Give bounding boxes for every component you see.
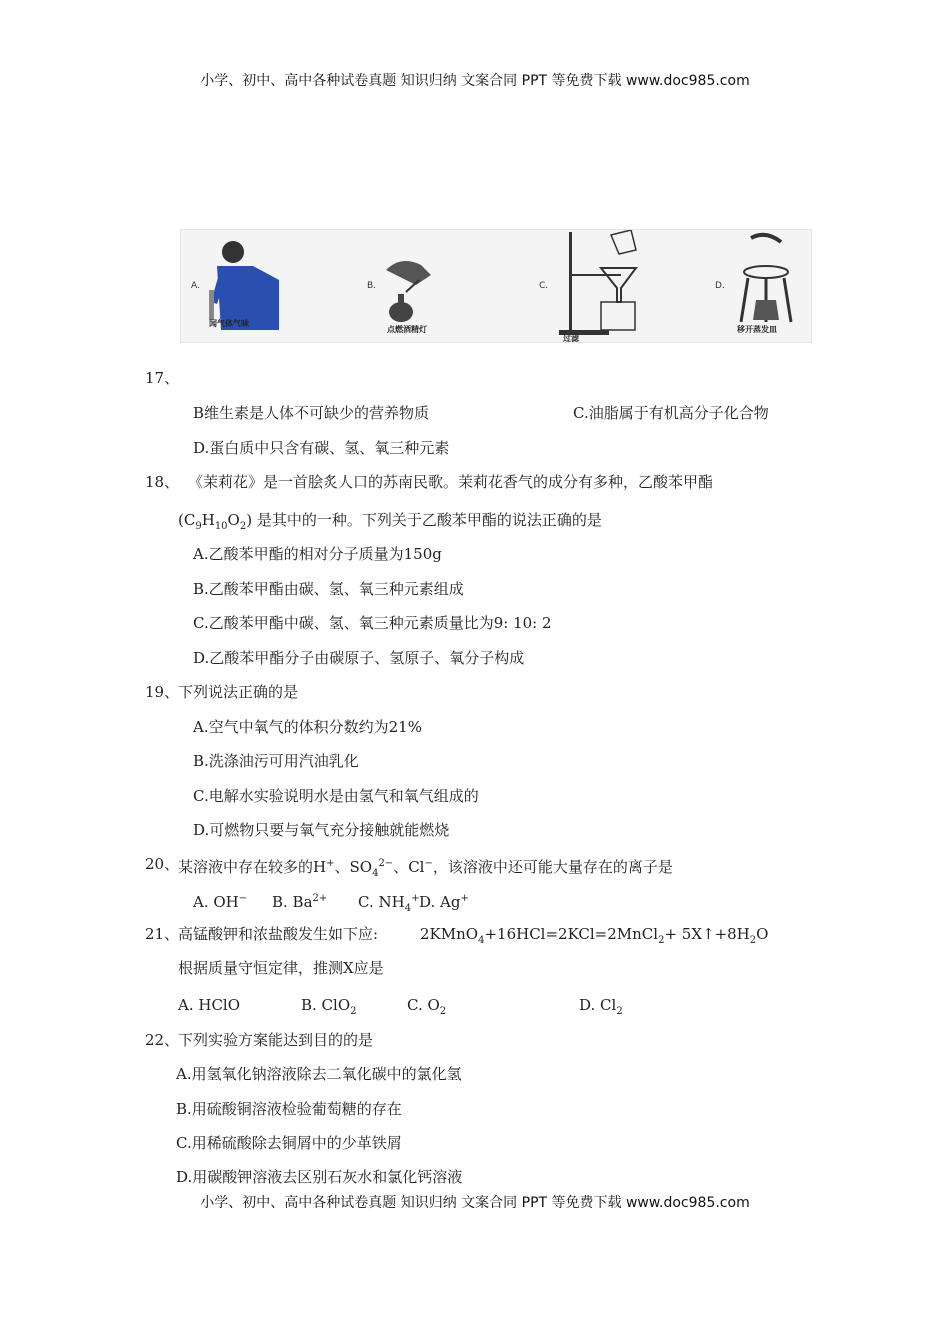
ring-stand-rod xyxy=(569,232,572,332)
page-footer: 小学、初中、高中各种试卷真题 知识归纳 文案合同 PPT 等免费下载 www.doc985.com xyxy=(200,1195,750,1211)
q18-option-a: A.乙酸苯甲酯的相对分子质量为150g xyxy=(193,545,442,563)
q19-number: 19、 xyxy=(145,683,180,701)
q21-option-c: C. $O_2$ xyxy=(407,996,447,1017)
q19-option-d: D.可燃物只要与氧气充分接触就能燃烧 xyxy=(193,821,450,839)
q18-option-b: B.乙酸苯甲酯由碳、氢、氧三种元素组成 xyxy=(193,580,464,598)
q21-equation: 2KMnO$_4$+16HCl=2KCl=2MnCl$_2$+ $5X↑+8H_2O$ xyxy=(420,925,769,946)
q21-option-b: B. ClO$_2$ xyxy=(301,996,357,1017)
q19-option-b: B.洗涤油污可用汽油乳化 xyxy=(193,752,359,770)
experiment-illustration xyxy=(181,230,811,342)
q21-stem: 高锰酸钾和浓盐酸发生如下应: xyxy=(178,925,379,943)
q20-stem: 某溶液中存在较多的H+、$SO_4^{2-}$、Cl−，该溶液中还可能大量存在的离子是 xyxy=(178,858,673,879)
q21-option-a: A. HClO xyxy=(178,996,241,1014)
lamp xyxy=(753,300,779,320)
panel-a xyxy=(191,241,279,330)
panel-b xyxy=(367,261,431,334)
q17-option-d: D.蛋白质中只含有碳、氢、氧三种元素 xyxy=(193,439,450,457)
beaker xyxy=(601,302,635,330)
panel-d-letter: D. xyxy=(715,281,725,291)
hand-shape xyxy=(386,261,431,285)
q18-stem-text: 是其中的一种。下列关于乙酸苯甲酯的说法正确的是 xyxy=(256,511,602,529)
q22-option-d: D.用碳酸钾溶液去区别石灰水和氯化钙溶液 xyxy=(176,1168,463,1186)
funnel xyxy=(601,268,636,302)
panel-b-letter: B. xyxy=(367,281,377,291)
q18-formula: $(C_9H_{10}O_2)$ xyxy=(178,511,253,532)
test-tube xyxy=(209,290,214,320)
q17-option-c: C.油脂属于有机高分子化合物 xyxy=(573,404,769,422)
q19-option-c: C.电解水实验说明水是由氢气和氧气组成的 xyxy=(193,787,479,805)
panel-c-caption: 过滤 xyxy=(563,334,579,342)
q21-option-d: D. $Cl_2$ xyxy=(579,996,623,1017)
evaporating-dish xyxy=(744,266,788,278)
q22-stem: 下列实验方案能达到目的的是 xyxy=(178,1031,374,1049)
q18-number: 18、 xyxy=(145,473,180,491)
q22-number: 22、 xyxy=(145,1031,180,1049)
q19-stem: 下列说法正确的是 xyxy=(178,683,299,701)
q20-option-b: B. $Ba^{2+}$ xyxy=(272,893,328,911)
q18-option-d: D.乙酸苯甲酯分子由碳原子、氢原子、氧分子构成 xyxy=(193,649,525,667)
q20-option-a: A. OH− xyxy=(193,893,248,911)
q20-option-d: D. Ag+ xyxy=(419,893,469,911)
panel-c-letter: C. xyxy=(539,281,549,291)
q17-option-b: B维生素是人体不可缺少的营养物质 xyxy=(193,404,430,422)
q18-stem-line2 xyxy=(178,510,602,537)
q21-number: 21、 xyxy=(145,925,180,943)
q20-option-c: C. $NH_4^+$ xyxy=(358,893,420,914)
panel-b-caption: 点燃酒精灯 xyxy=(387,325,427,334)
pouring-beaker xyxy=(611,230,636,254)
page-header: 小学、初中、高中各种试卷真题 知识归纳 文案合同 PPT 等免费下载 www.doc985.com xyxy=(200,73,750,89)
panel-d xyxy=(715,235,791,334)
alcohol-lamp xyxy=(389,302,413,322)
q22-option-b: B.用硫酸铜溶液检验葡萄糖的存在 xyxy=(176,1100,402,1118)
q22-option-c: C.用稀硫酸除去铜屑中的少革铁屑 xyxy=(176,1134,402,1152)
q18-option-c: C.乙酸苯甲酯中碳、氢、氧三种元素质量比为9: 10: 2 xyxy=(193,614,552,632)
q17-number: 17、 xyxy=(145,369,180,387)
hand xyxy=(751,235,781,242)
panel-c xyxy=(539,230,636,342)
panel-a-letter: A. xyxy=(191,281,200,291)
q18-stem-line1: 《茉莉花》是一首脍炙人口的苏南民歌。茉莉花香气的成分有多种，乙酸苯甲酯 xyxy=(188,473,714,491)
q20-number: 20、 xyxy=(145,855,180,873)
experiment-figure xyxy=(180,229,812,343)
panel-a-caption: 闻气体气味 xyxy=(209,319,249,328)
panel-d-caption: 移开蒸发皿 xyxy=(737,325,777,334)
q22-option-a: A.用氢氧化钠溶液除去二氧化碳中的氯化氢 xyxy=(176,1065,462,1083)
person-head xyxy=(222,241,244,263)
q21-stem-line2: 根据质量守恒定律，推测X应是 xyxy=(178,959,384,977)
q19-option-a: A.空气中氧气的体积分数约为21% xyxy=(193,718,422,736)
